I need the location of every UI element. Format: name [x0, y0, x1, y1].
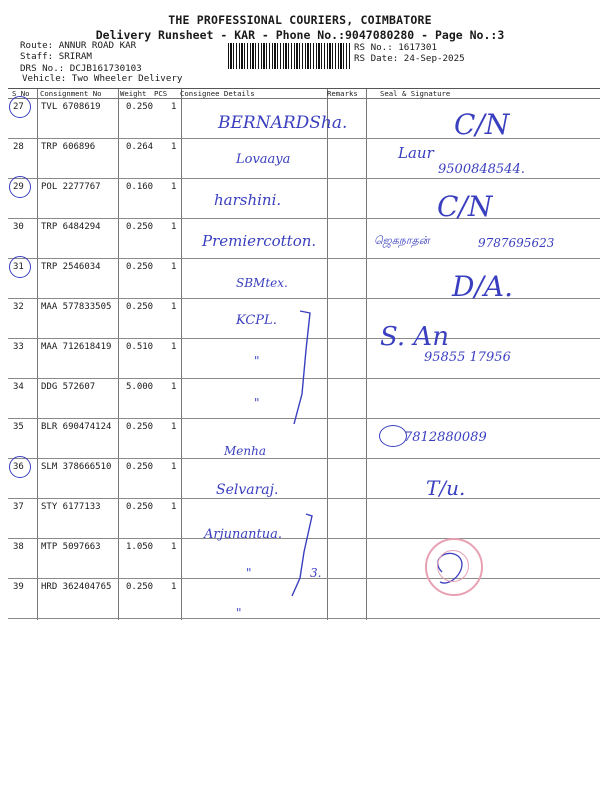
row-pcs: 1 — [171, 102, 177, 112]
handwritten-seal: D/A. — [452, 270, 514, 303]
row-pcs: 1 — [171, 422, 177, 432]
staff-info: Staff: SRIRAM — [20, 51, 92, 62]
handwritten-consignee: KCPL. — [236, 313, 277, 328]
row-pcs: 1 — [171, 582, 177, 592]
rs-number: RS No.: 1617301 — [354, 42, 437, 53]
row-sno: 28 — [13, 142, 24, 152]
drs-number: DRS No.: DCJB161730103 — [20, 63, 142, 74]
row-weight: 0.250 — [126, 302, 154, 312]
row-weight: 0.250 — [126, 582, 154, 592]
col-header-sno: S No — [12, 89, 30, 98]
row-pcs: 1 — [171, 302, 177, 312]
row-consignment-no: SLM 378666510 — [41, 462, 112, 472]
row-consignment-no: TRP 2546034 — [41, 262, 101, 272]
runsheet-subtitle: Delivery Runsheet - KAR - Phone No.:9047080280 - Page No.:3 — [95, 28, 505, 42]
bracket-stroke — [292, 514, 312, 596]
row-consignment-no: MTP 5097663 — [41, 542, 101, 552]
row-consignment-no: TRP 6484294 — [41, 222, 101, 232]
handwritten-phone: 9500848544. — [438, 162, 525, 177]
col-header-seal: Seal & Signature — [380, 89, 451, 98]
row-weight: 0.250 — [126, 462, 154, 472]
row-weight: 5.000 — [126, 382, 154, 392]
vehicle-info: Vehicle: Two Wheeler Delivery — [22, 73, 183, 84]
handwritten-consignee: SBMtex. — [236, 276, 288, 290]
row-sno: 34 — [13, 382, 24, 392]
handwritten-consignee: Selvaraj. — [216, 482, 279, 498]
handwritten-mark: 3. — [310, 566, 322, 580]
row-sno: 35 — [13, 422, 24, 432]
row-consignment-no: DDG 572607 — [41, 382, 96, 392]
col-header-consignment: Consignment No — [40, 89, 102, 98]
row-sno: 32 — [13, 302, 24, 312]
row-pcs: 1 — [171, 262, 177, 272]
row-pcs: 1 — [171, 222, 177, 232]
row-pcs: 1 — [171, 542, 177, 552]
company-stamp-inner-icon — [437, 550, 469, 582]
bracket-stroke — [294, 311, 310, 424]
row-weight: 0.510 — [126, 342, 154, 352]
row-pcs: 1 — [171, 142, 177, 152]
company-title: THE PROFESSIONAL COURIERS, COIMBATORE — [168, 13, 432, 27]
handwritten-seal: T/u. — [426, 476, 466, 500]
handwritten-phone: 95855 17956 — [424, 350, 511, 365]
handwritten-consignee: Lovaaya — [236, 152, 291, 167]
row-pcs: 1 — [171, 382, 177, 392]
row-pcs: 1 — [171, 502, 177, 512]
row-pcs: 1 — [171, 462, 177, 472]
row-sno: 39 — [13, 582, 24, 592]
row-sno: 29 — [13, 182, 24, 192]
row-pcs: 1 — [171, 342, 177, 352]
row-sno: 38 — [13, 542, 24, 552]
col-header-consignee: Consignee Details — [180, 89, 255, 98]
row-weight: 0.264 — [126, 142, 154, 152]
row-weight: 1.050 — [126, 542, 154, 552]
handwritten-signature: ஜெகநாதன் — [374, 234, 430, 247]
handwritten-seal: C/N — [454, 108, 510, 141]
row-weight: 0.160 — [126, 182, 154, 192]
handwritten-phone: 9787695623 — [478, 236, 555, 250]
route-info: Route: ANNUR ROAD KAR — [20, 40, 137, 51]
row-consignment-no: TRP 606896 — [41, 142, 96, 152]
handwritten-consignee: Menha — [224, 444, 266, 458]
ditto-mark: " — [246, 566, 252, 580]
row-weight: 0.250 — [126, 422, 154, 432]
ditto-mark: " — [236, 606, 242, 620]
row-consignment-no: STY 6177133 — [41, 502, 101, 512]
row-sno: 36 — [13, 462, 24, 472]
row-pcs: 1 — [171, 182, 177, 192]
row-weight: 0.250 — [126, 102, 154, 112]
row-sno: 27 — [13, 102, 24, 112]
row-weight: 0.250 — [126, 502, 154, 512]
ditto-mark: " — [254, 354, 260, 368]
row-sno: 31 — [13, 262, 24, 272]
row-consignment-no: MAA 712618419 — [41, 342, 112, 352]
row-consignment-no: TVL 6708619 — [41, 102, 101, 112]
row-weight: 0.250 — [126, 222, 154, 232]
handwritten-signature: S. An — [380, 322, 449, 352]
handwritten-consignee: Arjunantua. — [204, 527, 282, 542]
handwritten-consignee: BERNARDSha. — [218, 113, 348, 133]
row-consignment-no: BLR 690474124 — [41, 422, 112, 432]
handwritten-seal: C/N — [437, 190, 493, 223]
row-consignment-no: HRD 362404765 — [41, 582, 112, 592]
row-sno: 37 — [13, 502, 24, 512]
row-sno: 30 — [13, 222, 24, 232]
col-header-remarks: Remarks — [327, 89, 358, 98]
row-weight: 0.250 — [126, 262, 154, 272]
ditto-mark: " — [254, 396, 260, 410]
handwritten-consignee: harshini. — [214, 191, 282, 209]
row-consignment-no: POL 2277767 — [41, 182, 101, 192]
handwritten-signature: Laur — [398, 144, 434, 162]
ink-circle-icon — [379, 425, 407, 447]
rs-date: RS Date: 24-Sep-2025 — [354, 53, 465, 64]
handwritten-phone: 7812880089 — [404, 430, 487, 445]
row-consignment-no: MAA 577833505 — [41, 302, 112, 312]
col-header-weight: Weight — [120, 89, 147, 98]
handwritten-consignee: Premiercotton. — [202, 232, 317, 250]
col-header-pcs: PCS — [154, 89, 168, 98]
row-sno: 33 — [13, 342, 24, 352]
